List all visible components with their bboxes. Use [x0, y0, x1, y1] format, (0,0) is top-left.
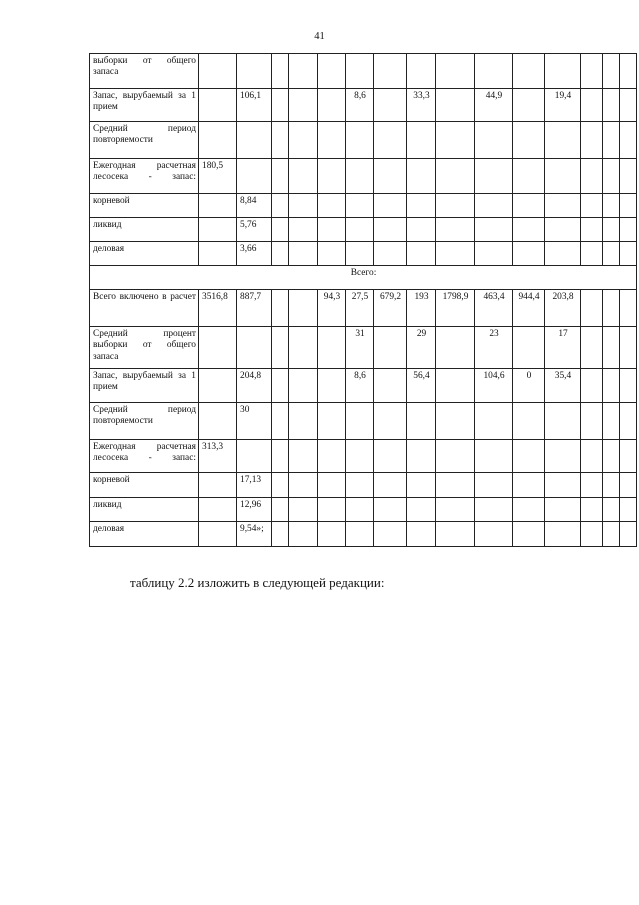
- table-cell: [620, 440, 637, 473]
- table-cell: 104,6: [475, 369, 513, 403]
- table-cell: [407, 403, 436, 440]
- table-cell: [620, 498, 637, 522]
- table-cell: [272, 54, 289, 89]
- table-cell: [237, 159, 272, 194]
- table-cell: [318, 218, 346, 242]
- table-cell: [346, 194, 374, 218]
- table-cell: [603, 290, 620, 327]
- table-cell: [620, 89, 637, 122]
- table-cell: [346, 473, 374, 498]
- table-cell: [545, 194, 581, 218]
- table-cell: [199, 54, 237, 89]
- table-cell: [272, 159, 289, 194]
- table-row: [90, 403, 637, 440]
- table-cell: [318, 498, 346, 522]
- table-cell: [346, 403, 374, 440]
- table-cell: [374, 403, 407, 440]
- table-cell: [289, 54, 318, 89]
- table-cell: [374, 522, 407, 547]
- table-cell: 19,4: [545, 89, 581, 122]
- table-cell: 887,7: [237, 290, 272, 327]
- table-cell: [318, 327, 346, 369]
- table-cell: [374, 473, 407, 498]
- table-cell: [603, 242, 620, 266]
- table-cell: [581, 242, 603, 266]
- table-cell: [199, 194, 237, 218]
- table-row: [90, 327, 637, 369]
- table-cell: [581, 327, 603, 369]
- table-cell: 44,9: [475, 89, 513, 122]
- table-cell: [407, 440, 436, 473]
- table-cell: [620, 327, 637, 369]
- table-cell: [374, 194, 407, 218]
- table-cell: [513, 473, 545, 498]
- table-cell: 8,84: [237, 194, 272, 218]
- table-cell: [513, 89, 545, 122]
- table-cell: [199, 242, 237, 266]
- table-cell: [603, 218, 620, 242]
- table-cell: [475, 440, 513, 473]
- row-label: деловая: [90, 522, 199, 547]
- table-cell: [318, 403, 346, 440]
- table-cell: [545, 242, 581, 266]
- table-cell: [620, 522, 637, 547]
- table-cell: [475, 498, 513, 522]
- table-cell: [272, 498, 289, 522]
- table-row: [90, 218, 637, 242]
- table-cell: [289, 242, 318, 266]
- table-cell: [545, 218, 581, 242]
- table-cell: [513, 403, 545, 440]
- table-cell: 180,5: [199, 159, 237, 194]
- table-cell: [603, 54, 620, 89]
- table-cell: [545, 159, 581, 194]
- table-cell: [581, 403, 603, 440]
- table-cell: [436, 122, 475, 159]
- table-cell: [436, 473, 475, 498]
- row-label: корневой: [90, 473, 199, 498]
- table-cell: [436, 89, 475, 122]
- table-cell: [346, 54, 374, 89]
- section-heading: Всего:: [90, 266, 637, 290]
- row-label: ликвид: [90, 498, 199, 522]
- table-cell: [289, 159, 318, 194]
- table-cell: [603, 327, 620, 369]
- table-cell: [436, 159, 475, 194]
- row-label: выборки от общего запаса: [90, 54, 199, 89]
- table-cell: 17,13: [237, 473, 272, 498]
- table-cell: [289, 327, 318, 369]
- table-cell: [581, 122, 603, 159]
- row-label: деловая: [90, 242, 199, 266]
- table-cell: 8,6: [346, 89, 374, 122]
- table-row: [90, 498, 637, 522]
- table-cell: [289, 89, 318, 122]
- table-cell: [603, 522, 620, 547]
- table-cell: [475, 122, 513, 159]
- table-cell: [513, 327, 545, 369]
- table-cell: [289, 440, 318, 473]
- table-cell: 12,96: [237, 498, 272, 522]
- table-cell: [581, 54, 603, 89]
- table-cell: [513, 194, 545, 218]
- table-cell: [289, 369, 318, 403]
- table-row: [90, 159, 637, 194]
- table-cell: [603, 403, 620, 440]
- table-row: [90, 473, 637, 498]
- table-cell: [407, 218, 436, 242]
- row-label: Всего включено в расчет: [90, 290, 199, 327]
- table-cell: [318, 122, 346, 159]
- table-cell: [603, 473, 620, 498]
- table-cell: [620, 290, 637, 327]
- table-cell: [374, 159, 407, 194]
- table-cell: [545, 122, 581, 159]
- table-row: [90, 54, 637, 89]
- table-cell: [436, 54, 475, 89]
- table-cell: [436, 498, 475, 522]
- table-cell: [436, 522, 475, 547]
- table-cell: [620, 242, 637, 266]
- row-label: Ежегодная расчетная лесосека - запас:: [90, 440, 199, 473]
- page-number: 41: [314, 31, 325, 42]
- table-cell: [374, 440, 407, 473]
- table-cell: [407, 473, 436, 498]
- table-cell: [374, 327, 407, 369]
- table-cell: [237, 122, 272, 159]
- table-cell: [289, 473, 318, 498]
- table-cell: [289, 290, 318, 327]
- table-cell: [620, 122, 637, 159]
- table-cell: [581, 89, 603, 122]
- table-cell: [318, 522, 346, 547]
- table-cell: [237, 54, 272, 89]
- table-cell: 679,2: [374, 290, 407, 327]
- table-cell: 9,54»;: [237, 522, 272, 547]
- table-cell: [545, 473, 581, 498]
- table-cell: 0: [513, 369, 545, 403]
- table-cell: [620, 159, 637, 194]
- table-cell: [603, 159, 620, 194]
- table-cell: [513, 498, 545, 522]
- table-cell: [513, 522, 545, 547]
- table-cell: [436, 194, 475, 218]
- table-cell: [318, 473, 346, 498]
- table-row: [90, 194, 637, 218]
- table-row: [90, 122, 637, 159]
- table-cell: [346, 440, 374, 473]
- table-cell: [603, 440, 620, 473]
- table-cell: [603, 89, 620, 122]
- table-cell: [199, 369, 237, 403]
- data-table: [89, 53, 637, 547]
- table-cell: [407, 194, 436, 218]
- table-cell: [475, 159, 513, 194]
- table-cell: [475, 194, 513, 218]
- table-cell: [581, 159, 603, 194]
- table-cell: [199, 403, 237, 440]
- table-cell: 313,3: [199, 440, 237, 473]
- table-cell: [581, 369, 603, 403]
- table-cell: [436, 242, 475, 266]
- table-cell: [318, 194, 346, 218]
- table-cell: [475, 522, 513, 547]
- table-cell: [272, 290, 289, 327]
- table-cell: [407, 54, 436, 89]
- table-cell: [475, 218, 513, 242]
- table-cell: [272, 89, 289, 122]
- row-label: Средний процент выборки от общего запаса: [90, 327, 199, 369]
- table-cell: [289, 522, 318, 547]
- table-cell: [318, 440, 346, 473]
- table-cell: [603, 498, 620, 522]
- table-cell: 94,3: [318, 290, 346, 327]
- instruction-text: таблицу 2.2 изложить в следующей редакции:: [130, 575, 385, 590]
- row-label: Запас, вырубаемый за 1 прием: [90, 89, 199, 122]
- table-row: [90, 242, 637, 266]
- table-cell: [346, 522, 374, 547]
- table-row: [90, 369, 637, 403]
- table-cell: [475, 403, 513, 440]
- table-cell: [346, 159, 374, 194]
- table-cell: [346, 122, 374, 159]
- table-cell: [545, 440, 581, 473]
- table-cell: [513, 122, 545, 159]
- table-cell: [318, 89, 346, 122]
- table-cell: [374, 242, 407, 266]
- table-cell: [620, 369, 637, 403]
- table-cell: [620, 54, 637, 89]
- table-cell: [513, 218, 545, 242]
- table-cell: [620, 194, 637, 218]
- table-cell: [513, 440, 545, 473]
- table-cell: [272, 440, 289, 473]
- table-cell: [374, 54, 407, 89]
- table-cell: [374, 369, 407, 403]
- table-cell: [581, 290, 603, 327]
- table-cell: [620, 403, 637, 440]
- table-row: [90, 89, 637, 122]
- table-cell: [581, 440, 603, 473]
- table-cell: [318, 159, 346, 194]
- table-cell: [289, 218, 318, 242]
- table-cell: [620, 473, 637, 498]
- table-cell: [289, 122, 318, 159]
- table-cell: [289, 498, 318, 522]
- table-cell: 3,66: [237, 242, 272, 266]
- table-cell: [237, 327, 272, 369]
- table-cell: [620, 218, 637, 242]
- table-cell: 203,8: [545, 290, 581, 327]
- table-cell: [581, 498, 603, 522]
- table-cell: [581, 194, 603, 218]
- table-cell: 33,3: [407, 89, 436, 122]
- table-cell: [272, 327, 289, 369]
- table-cell: [199, 522, 237, 547]
- table-cell: [436, 440, 475, 473]
- table-cell: 23: [475, 327, 513, 369]
- table-cell: 17: [545, 327, 581, 369]
- table-cell: [199, 218, 237, 242]
- table-cell: [545, 498, 581, 522]
- table-cell: [272, 122, 289, 159]
- table-cell: [374, 122, 407, 159]
- table-cell: [199, 327, 237, 369]
- table-cell: [237, 440, 272, 473]
- table-cell: 204,8: [237, 369, 272, 403]
- row-label: Средний период повторяемости: [90, 122, 199, 159]
- table-cell: [603, 194, 620, 218]
- table-cell: [436, 218, 475, 242]
- table-cell: [581, 522, 603, 547]
- table-cell: [374, 498, 407, 522]
- row-label: ликвид: [90, 218, 199, 242]
- table-cell: [272, 369, 289, 403]
- table-cell: [374, 218, 407, 242]
- table-cell: [407, 498, 436, 522]
- table-cell: [272, 242, 289, 266]
- table-cell: [436, 403, 475, 440]
- table-cell: 193: [407, 290, 436, 327]
- table-cell: 3516,8: [199, 290, 237, 327]
- table-cell: [199, 473, 237, 498]
- section-row: [90, 266, 637, 290]
- table-cell: [475, 473, 513, 498]
- table-cell: [374, 89, 407, 122]
- table-row: [90, 440, 637, 473]
- table-cell: [513, 159, 545, 194]
- table-cell: [407, 159, 436, 194]
- table-cell: [272, 473, 289, 498]
- table-cell: [475, 54, 513, 89]
- table-cell: 56,4: [407, 369, 436, 403]
- table-cell: [346, 498, 374, 522]
- table-cell: 29: [407, 327, 436, 369]
- table-cell: [318, 54, 346, 89]
- table-cell: 1798,9: [436, 290, 475, 327]
- table-cell: [545, 54, 581, 89]
- table-cell: [603, 369, 620, 403]
- table-cell: 30: [237, 403, 272, 440]
- table-cell: [436, 369, 475, 403]
- table-cell: [407, 122, 436, 159]
- table-row: [90, 522, 637, 547]
- table-cell: [289, 403, 318, 440]
- table-cell: [272, 522, 289, 547]
- table-cell: [545, 403, 581, 440]
- table-cell: [513, 54, 545, 89]
- table-cell: [272, 403, 289, 440]
- table-cell: 31: [346, 327, 374, 369]
- table-row: [90, 290, 637, 327]
- table-cell: [272, 194, 289, 218]
- table-cell: [436, 327, 475, 369]
- table-cell: 27,5: [346, 290, 374, 327]
- table-cell: [407, 242, 436, 266]
- row-label: Ежегодная расчетная лесосека - запас:: [90, 159, 199, 194]
- table-cell: [272, 218, 289, 242]
- table-cell: [513, 242, 545, 266]
- table-cell: 8,6: [346, 369, 374, 403]
- row-label: корневой: [90, 194, 199, 218]
- table-cell: [346, 218, 374, 242]
- table-cell: 106,1: [237, 89, 272, 122]
- table-cell: [581, 218, 603, 242]
- table-cell: [289, 194, 318, 218]
- table-cell: [545, 522, 581, 547]
- table-cell: [475, 242, 513, 266]
- row-label: Средний период повторяемости: [90, 403, 199, 440]
- table-cell: [346, 242, 374, 266]
- table-cell: [199, 122, 237, 159]
- table-cell: [199, 89, 237, 122]
- table-cell: 463,4: [475, 290, 513, 327]
- table-cell: 5,76: [237, 218, 272, 242]
- table-cell: 944,4: [513, 290, 545, 327]
- table-cell: [603, 122, 620, 159]
- table-cell: 35,4: [545, 369, 581, 403]
- table-cell: [407, 522, 436, 547]
- row-label: Запас, вырубаемый за 1 прием: [90, 369, 199, 403]
- table-cell: [199, 498, 237, 522]
- table-cell: [581, 473, 603, 498]
- table-cell: [318, 369, 346, 403]
- table-cell: [318, 242, 346, 266]
